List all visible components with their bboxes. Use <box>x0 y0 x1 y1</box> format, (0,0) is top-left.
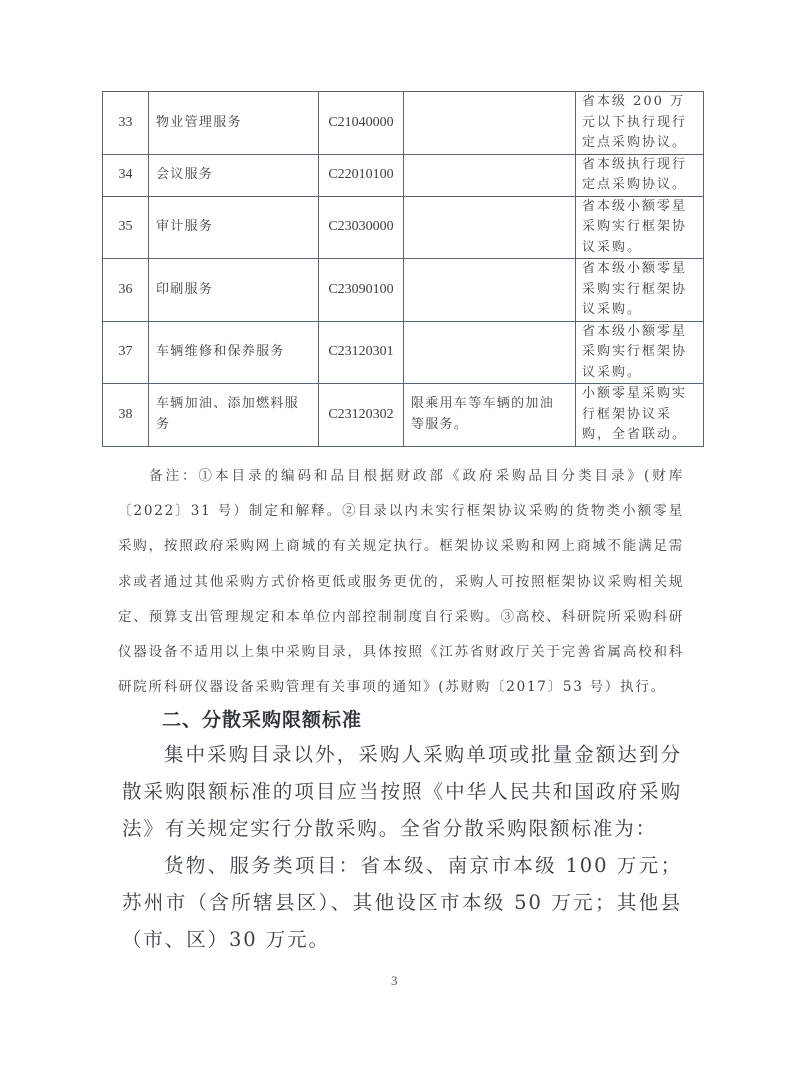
item-scope: 限乘用车等车辆的加油等服务。 <box>404 384 576 447</box>
row-number: 37 <box>103 321 149 384</box>
item-scope <box>404 154 576 196</box>
row-number: 34 <box>103 154 149 196</box>
row-number: 36 <box>103 259 149 322</box>
item-name: 审计服务 <box>149 196 319 259</box>
item-code: C22010100 <box>319 154 404 196</box>
section-heading: 二、分散采购限额标准 <box>162 709 363 731</box>
table-row <box>103 384 704 447</box>
item-remark: 省本级 200 万元以下执行现行定点采购协议。 <box>576 92 704 155</box>
row-number: 33 <box>103 92 149 155</box>
table-row <box>103 92 704 155</box>
item-scope <box>404 259 576 322</box>
item-remark: 省本级小额零星采购实行框架协议采购。 <box>576 196 704 259</box>
item-name: 物业管理服务 <box>149 92 319 155</box>
item-remark: 省本级小额零星采购实行框架协议采购。 <box>576 259 704 322</box>
item-scope <box>404 92 576 155</box>
item-name: 会议服务 <box>149 154 319 196</box>
item-name: 车辆加油、添加燃料服务 <box>149 384 319 447</box>
procurement-catalog-table <box>102 91 704 447</box>
item-remark: 省本级执行现行定点采购协议。 <box>576 154 704 196</box>
paragraph: 货物、服务类项目：省本级、南京市本级 100 万元；苏州市（含所辖县区）、其他设区市本级 50 万元；其他县（市、区）30 万元。 <box>122 854 682 952</box>
item-code: C23090100 <box>319 259 404 322</box>
section-body <box>122 736 682 959</box>
item-code: C21040000 <box>319 92 404 155</box>
notes-text: 备注：①本目录的编码和品目根据财政部《政府采购品目分类目录》(财库〔2022〕31 号）制定和解释。②目录以内未实行框架协议采购的货物类小额零星采购，按照政府采购网上商城的有关规定执行。框架协议采购和网上商城不能满足需求或者通过其他采购方式价格更低或服务更优的，采购人可按照框架协议采购相关规定、预算支出管理规定和本单位内部控制制度自行采购。③高校、科研院所采购科研仪器设备不适用以上集中采购目录，具体按照《江苏省财政厅关于完善省属高校和科研院所科研仪器设备采购管理有关事项的通知》(苏财购〔2017〕53 号）执行。 <box>118 468 684 696</box>
row-number: 35 <box>103 196 149 259</box>
item-code: C23120301 <box>319 321 404 384</box>
item-scope <box>404 196 576 259</box>
item-scope <box>404 321 576 384</box>
item-code: C23120302 <box>319 384 404 447</box>
item-code: C23030000 <box>319 196 404 259</box>
page-number: 3 <box>391 973 398 988</box>
table-row <box>103 196 704 259</box>
table-row <box>103 154 704 196</box>
item-remark: 小额零星采购实行框架协议采购，全省联动。 <box>576 384 704 447</box>
notes-block <box>118 459 684 705</box>
item-name: 车辆维修和保养服务 <box>149 321 319 384</box>
paragraph: 集中采购目录以外，采购人采购单项或批量金额达到分散采购限额标准的项目应当按照《中华人民共和国政府采购法》有关规定实行分散采购。全省分散采购限额标准为： <box>122 743 682 841</box>
item-name: 印刷服务 <box>149 259 319 322</box>
item-remark: 省本级小额零星采购实行框架协议采购。 <box>576 321 704 384</box>
table-row <box>103 321 704 384</box>
table-row <box>103 259 704 322</box>
row-number: 38 <box>103 384 149 447</box>
